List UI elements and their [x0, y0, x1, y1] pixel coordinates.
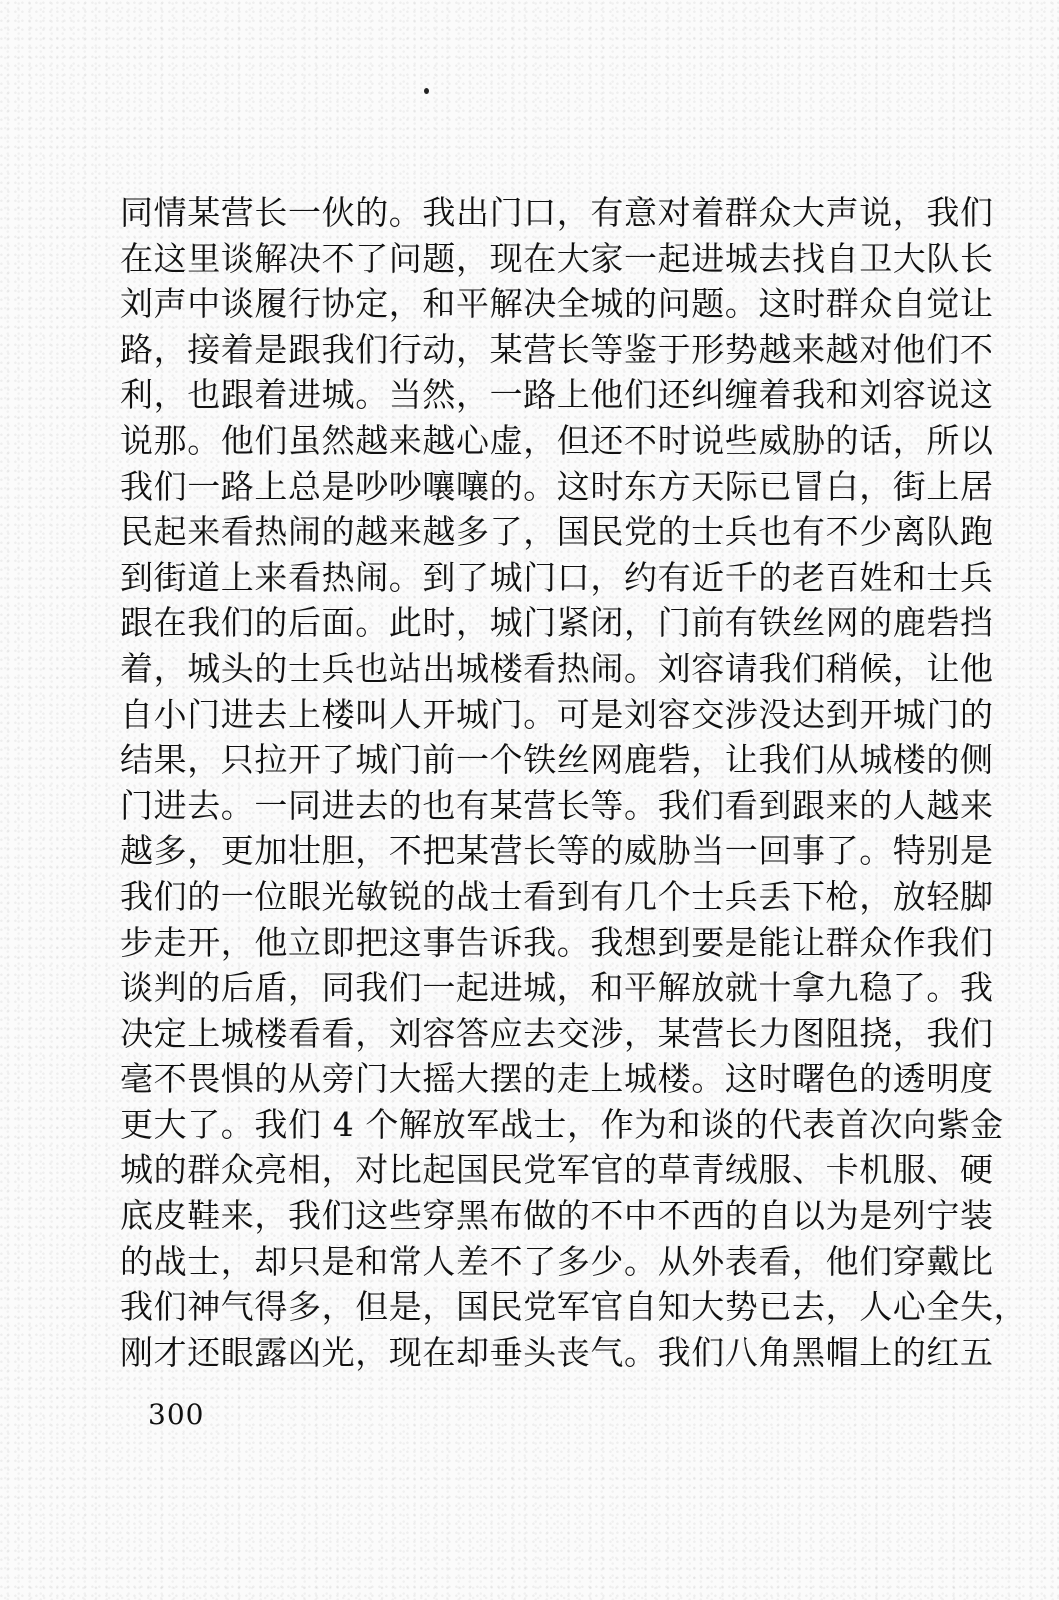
- text-line-4: 路，接着是跟我们行动，某营长等鉴于形势越来越对他们不: [120, 329, 994, 369]
- text-line-8: 民起来看热闹的越来越多了，国民党的士兵也有不少离队跑: [120, 512, 994, 552]
- text-line-23: 底皮鞋来，我们这些穿黑布做的不中不西的自以为是列宁装: [120, 1196, 994, 1236]
- text-line-22: 城的群众亮相，对比起国民党军官的草青绒服、卡机服、硬: [120, 1150, 994, 1190]
- text-line-19: 决定上城楼看看，刘容答应去交涉，某营长力图阻挠，我们: [120, 1013, 994, 1053]
- text-line-17: 步走开，他立即把这事告诉我。我想到要是能让群众作我们: [120, 922, 994, 962]
- text-line-11: 着，城头的士兵也站出城楼看热闹。刘容请我们稍候，让他: [120, 648, 994, 688]
- text-line-12: 自小门进去上楼叫人开城门。可是刘容交涉没达到开城门的: [120, 694, 994, 734]
- text-line-21: 更大了。我们 4 个解放军战士，作为和谈的代表首次向紫金: [120, 1104, 1004, 1144]
- text-line-9: 到街道上来看热闹。到了城门口，约有近千的老百姓和士兵: [120, 557, 994, 597]
- text-line-16: 我们的一位眼光敏锐的战士看到有几个士兵丢下枪，放轻脚: [120, 876, 994, 916]
- text-line-6: 说那。他们虽然越来越心虚，但还不时说些威胁的话，所以: [120, 420, 994, 460]
- text-line-14: 门进去。一同进去的也有某营长等。我们看到跟来的人越来: [120, 785, 994, 825]
- text-line-5: 利，也跟着进城。当然，一路上他们还纠缠着我和刘容说这: [120, 375, 994, 415]
- text-line-10: 跟在我们的后面。此时，城门紧闭，门前有铁丝网的鹿砦挡: [120, 603, 994, 643]
- text-line-2: 在这里谈解决不了问题，现在大家一起进城去找自卫大队长: [120, 238, 994, 278]
- text-line-1: 同情某营长一伙的。我出门口，有意对着群众大声说，我们: [120, 193, 994, 232]
- text-line-7: 我们一路上总是吵吵嚷嚷的。这时东方天际已冒白，街上居: [120, 466, 994, 506]
- text-line-13: 结果，只拉开了城门前一个铁丝网鹿砦，让我们从城楼的侧: [120, 740, 994, 780]
- text-line-18: 谈判的后盾，同我们一起进城，和平解放就十拿九稳了。我: [120, 968, 994, 1008]
- text-line-24: 的战士，却只是和常人差不了多少。从外表看，他们穿戴比: [120, 1241, 994, 1281]
- ink-speck: [424, 88, 429, 94]
- text-line-26: 刚才还眼露凶光，现在却垂头丧气。我们八角黑帽上的红五: [120, 1332, 994, 1372]
- body-text: [120, 190, 1028, 1375]
- text-line-15: 越多，更加壮胆，不把某营长等的威胁当一回事了。特别是: [120, 831, 994, 871]
- page-number: 300: [148, 1398, 205, 1431]
- text-line-3: 刘声中谈履行协定，和平解决全城的问题。这时群众自觉让: [120, 284, 994, 324]
- text-line-25: 我们神气得多，但是，国民党军官自知大势已去，人心全失，: [120, 1287, 1028, 1327]
- text-line-20: 毫不畏惧的从旁门大摇大摆的走上城楼。这时曙色的透明度: [120, 1059, 994, 1099]
